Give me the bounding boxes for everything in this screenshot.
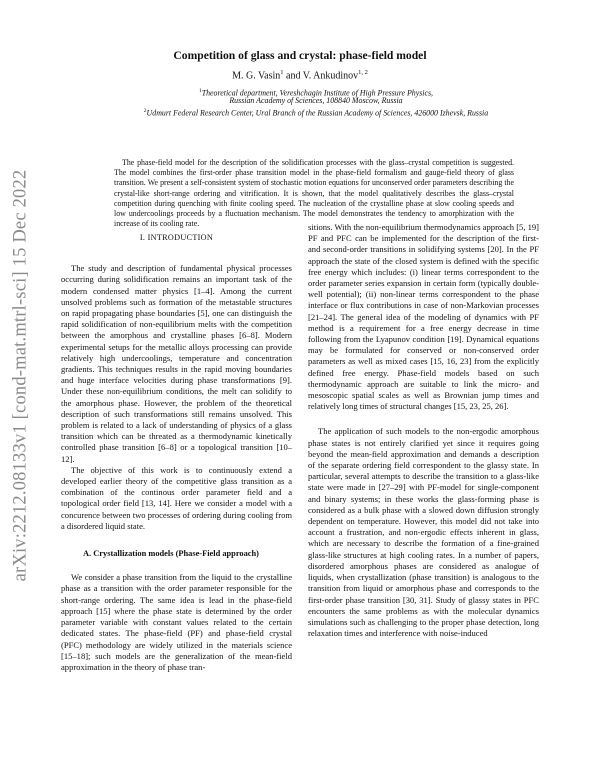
affil-text: Theoretical department, Vereshchagin Institute of High Pressure Physics, — [201, 88, 434, 98]
affil-text: Russian Academy of Sciences, 108840 Moscow, Russia — [229, 96, 403, 105]
left-column — [61, 232, 292, 673]
author-name: V. Ankudinov — [302, 70, 359, 82]
author-affil-mark: 1 — [280, 69, 284, 76]
affil-mark: 2 — [143, 108, 147, 114]
affiliation-line — [48, 106, 584, 119]
author-list — [0, 69, 600, 81]
paragraph-continued: sitions. With the non-equilibrium thermodynamics approach [5, 19] PF and PFC can be implemented for the description of the first- and second-order transitions in solidifying systems [20]. In the PF approach the state of the closed system is defined with the specific free energy which includes: (i) linear terms correspondent to the order parameter series expansion in certain form (typically double-well potential); (ii) non-linear terms correspondent to the phase interface or flux contributions in case of non-Markovian processes [21–24]. The general idea of the modeling of dynamics with PF method is a requirement for a free energy decrease in time following from the Lyapunov condition [19]. Dynamical equations may be formulated for conserved or non-conserved order parameters as well as mixed cases [15, 16, 23] from the explicitly defined free energy. Phase-field models based on such thermodynamic approach are suitable to link the micro- and mesoscopic spatial scales as well as Brownian jump times and relatively long times of structural changes [15, 23, 25, 26]. — [308, 222, 539, 412]
paragraph: The application of such models to the non-ergodic amorphous phase states is not entirely clarified yet since it requires going beyond the mean-field approximation and demands a description of the separate ordering field correspondent to the glassy state. In particular, several attempts to describe the transition to a glass-like state were made in [27–29] with PF-model for single-component and binary systems; in these works the glass-forming phase is considered as a bulk phase with a slowed down diffusion strongly dependent on temperature. However, this model did not take into account a frustration, and non-ergodic effects inherent in glass, which are necessary to describe the formation of a fine-grained glass-like structures at high cooling rates. In a number of papers, disordered amorphous phases are considered as analogue of liquids, when crystallization (phase transition) is analogous to the transition from liquid or amorphous phase and corresponds to the first-order phase transition [30, 31]. Study of glassy states in PFC encounters the same problems as with the molecular dynamics simulations such as challenging to the proper phase detection, long relaxation times and interference with noise-induced — [308, 426, 539, 639]
affil-text: Udmurt Federal Research Center, Ural Branch of the Russian Academy of Sciences, 426000 Izhevsk, Russia — [146, 108, 489, 118]
paper-title: Competition of glass and crystal: phase-field model — [173, 49, 427, 62]
affiliation-line — [60, 96, 572, 106]
paragraph: We consider a phase transition from the liquid to the crystalline phase as a transition with the order parameter responsible for the short-range ordering. The same idea is lead in the phase-field approach [15] where the phase state is determined by the order parameter variable with constant values related to the certain dedicated states. The phase-field (PF) and phase-field crystal (PFC) methodology are widely utilized in the materials science [15–18]; such models are the generalization of the mean-field approximation in the theory of phase tran- — [61, 572, 292, 672]
section-heading: I. INTRODUCTION — [139, 233, 214, 242]
paragraph: The study and description of fundamental physical processes occurring during solidification remains an important task of the modern condensed matter physics [1–4]. Among the current unsolved problems such as formation of the metastable structures on rapid propagating phase boundaries [5], one can distinguish the rapid solidification of non-equilibrium melts with the competition between the amorphous and crystalline phases [6–8]. Modern experimental setups for the metallic alloys processing can provide relatively high undercoolings, temperature and concentration gradients. This techniques results in the rapid moving boundaries and huge interface velocities during phase transformations [9]. Under these non-equilibrium conditions, the melt can solidify to the amorphous phase. However, the problem of the theoretical description of such transformations still remains unsolved. This problem is related to a lack of understanding of physics of a glass transition which can be threated as a thermodynamic kinetically controlled phase transition [6–8] or a topological transition [10–12]. — [61, 263, 292, 464]
arxiv-identifier — [4, 130, 38, 620]
right-column — [308, 222, 539, 639]
abstract: The phase-field model for the description of the solidification processes with the glass–crystal competition is suggested. The model combines the first-order phase transition model in the phase-field formalism and gauge-field theory of glass transition. We present a self-consistent system of stochastic motion equations for unconserved order parameters describing the crystal-like short-range ordering and vitrification. It is shown, that the model qualitatively describes the glass–crystal competition during quenching with finite cooling speed. The nucleation of the crystalline phase at slow cooling speeds and low undercoolings proceeds by a fluctuation mechanism. The model demonstrates the tendency to amorphization with the increase of its cooling rate. — [114, 158, 514, 229]
author-conjunction: and — [283, 70, 303, 82]
author-affil-mark: 1, 2 — [358, 69, 368, 76]
affil-mark: 1 — [198, 88, 202, 94]
paragraph: The objective of this work is to continuously extend a developed earlier theory of the competitive glass transition as a combination of the continous order parameter field and a topological order field [13, 14]. Here we consider a model with a concurence between two processes of ordering during cooling from a disordered liquid state. — [61, 464, 292, 531]
subsection-heading: A. Crystallization models (Phase-Field approach) — [83, 549, 259, 559]
author-name: M. G. Vasin — [232, 70, 281, 82]
arxiv-id-text: arXiv:2212.08133v1 [cond-mat.mtrl-sci] 15 Dec 2022 — [10, 169, 31, 581]
